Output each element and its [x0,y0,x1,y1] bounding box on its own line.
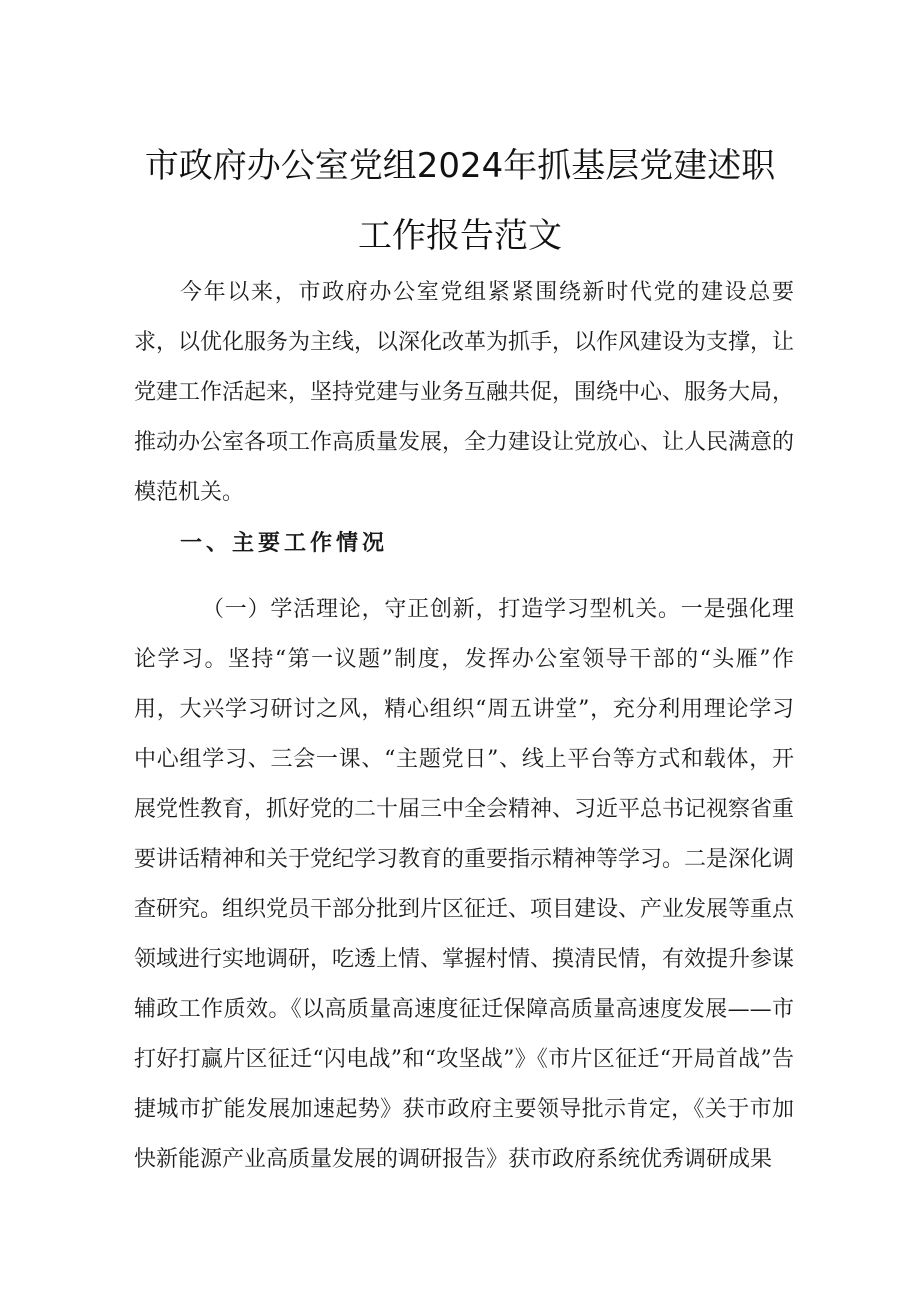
section-1-block [134,585,794,1185]
document-title-line-1: 市政府办公室党组2024年抓基层党建述职 [144,146,776,186]
section-heading-main-work: 一、主要工作情况 [180,530,389,556]
document-title-line-2: 工作报告范文 [358,216,562,256]
intro-paragraph: 今年以来，市政府办公室党组紧紧围绕新时代党的建设总要求，以优化服务为主线，以深化改革为抓手，以作风建设为支撑，让党建工作活起来，坚持党建与业务互融共促，围绕中心、服务大局，推动办公室各项工作高质量发展，全力建设让党放心、让人民满意的模范机关。 [134,280,795,505]
intro-block [134,268,794,518]
section-1-paragraph: （一）学活理论，守正创新，打造学习型机关。一是强化理论学习。坚持“第一议题”制度，发挥办公室领导干部的“头雁”作用，大兴学习研讨之风，精心组织“周五讲堂”，充分利用理论学习中心组学习、三会一课、“主题党日”、线上平台等方式和载体，开展党性教育，抓好党的二十届三中全会精神、习近平总书记视察省重要讲话精神和关于党纪学习教育的重要指示精神等学习。二是深化调查研究。组织党员干部分批到片区征迁、项目建设、产业发展等重点领域进行实地调研，吃透上情、掌握村情、摸清民情，有效提升参谋辅政工作质效。《以高质量高速度征迁保障高质量高速度发展——市打好打赢片区征迁“闪电战”和“攻坚战”》《市片区征迁“开局首战”告捷城市扩能发展加速起势》获市政府主要领导批示肯定，《关于市加快新能源产业高质量发展的调研报告》获市政府系统优秀调研成果 [134,597,795,1172]
